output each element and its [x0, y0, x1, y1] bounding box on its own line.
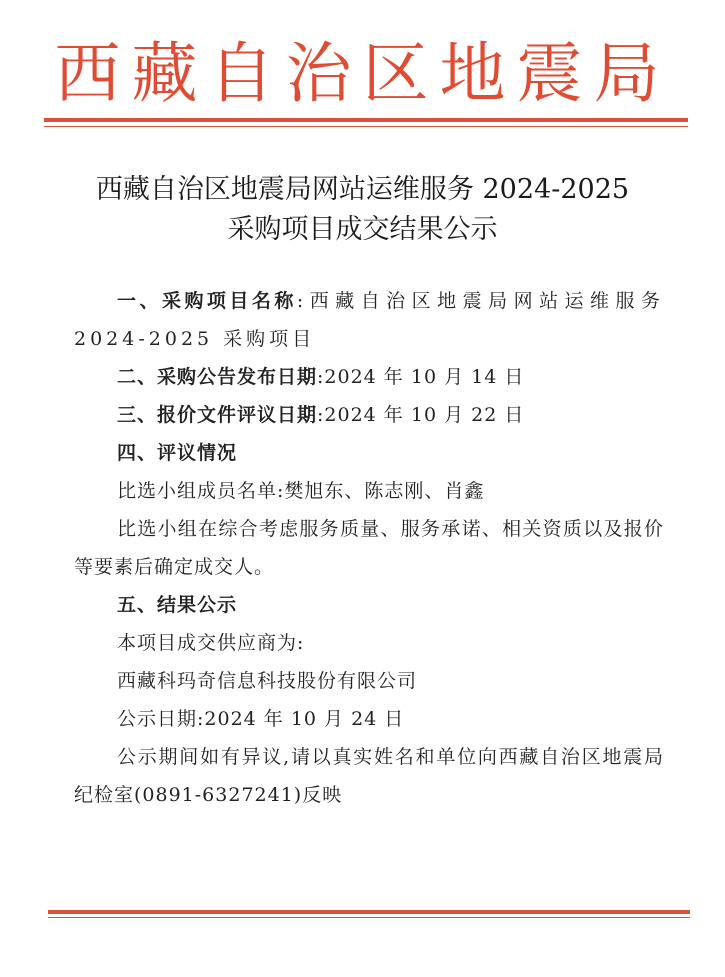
header-divider-thick: [44, 118, 688, 122]
review-date-value: :2024 年 10 月 22 日: [317, 404, 525, 426]
announcement-date-paragraph: [74, 358, 664, 396]
review-date-label: 三、报价文件评议日期: [117, 404, 318, 426]
review-description: 比选小组在综合考虑服务质量、服务承诺、相关资质以及报价等要素后确定成交人。: [74, 518, 664, 578]
organization-header: 西藏自治区地震局: [54, 35, 671, 112]
objection-notice: 公示期间如有异议,请以真实姓名和单位向西藏自治区地震局纪检室(0891-6327241)反映: [74, 746, 664, 806]
announcement-date-value: :2024 年 10 月 14 日: [317, 366, 525, 388]
announcement-date-label: 二、采购公告发布日期: [117, 366, 318, 388]
project-name-paragraph: [74, 282, 664, 358]
review-date-paragraph: [74, 396, 664, 434]
result-section-heading-paragraph: [74, 586, 664, 624]
notice-body: [74, 282, 664, 814]
publicity-date: 公示日期:2024 年 10 月 24 日: [117, 708, 405, 730]
result-section-heading: 五、结果公示: [117, 594, 238, 616]
review-members: 比选小组成员名单:樊旭东、陈志刚、肖鑫: [117, 480, 485, 502]
project-name-value: :西藏自治区地震局网站运维服务 2024-2025 采购项目: [74, 290, 664, 350]
notice-title-line2: 采购项目成交结果公示: [227, 214, 498, 245]
header-divider-thin: [44, 126, 688, 127]
supplier-name: 西藏科玛奇信息科技股份有限公司: [117, 670, 418, 692]
notice-title-line1: 西藏自治区地震局网站运维服务 2024-2025: [95, 174, 630, 205]
footer-divider-thick: [48, 910, 690, 914]
review-section-heading: 四、评议情况: [117, 442, 238, 464]
notice-title: [0, 170, 725, 250]
project-name-label: 一、采购项目名称: [117, 290, 297, 312]
review-section-heading-paragraph: [74, 434, 664, 472]
supplier-intro: 本项目成交供应商为:: [117, 632, 305, 654]
footer-divider-thin: [48, 917, 690, 918]
